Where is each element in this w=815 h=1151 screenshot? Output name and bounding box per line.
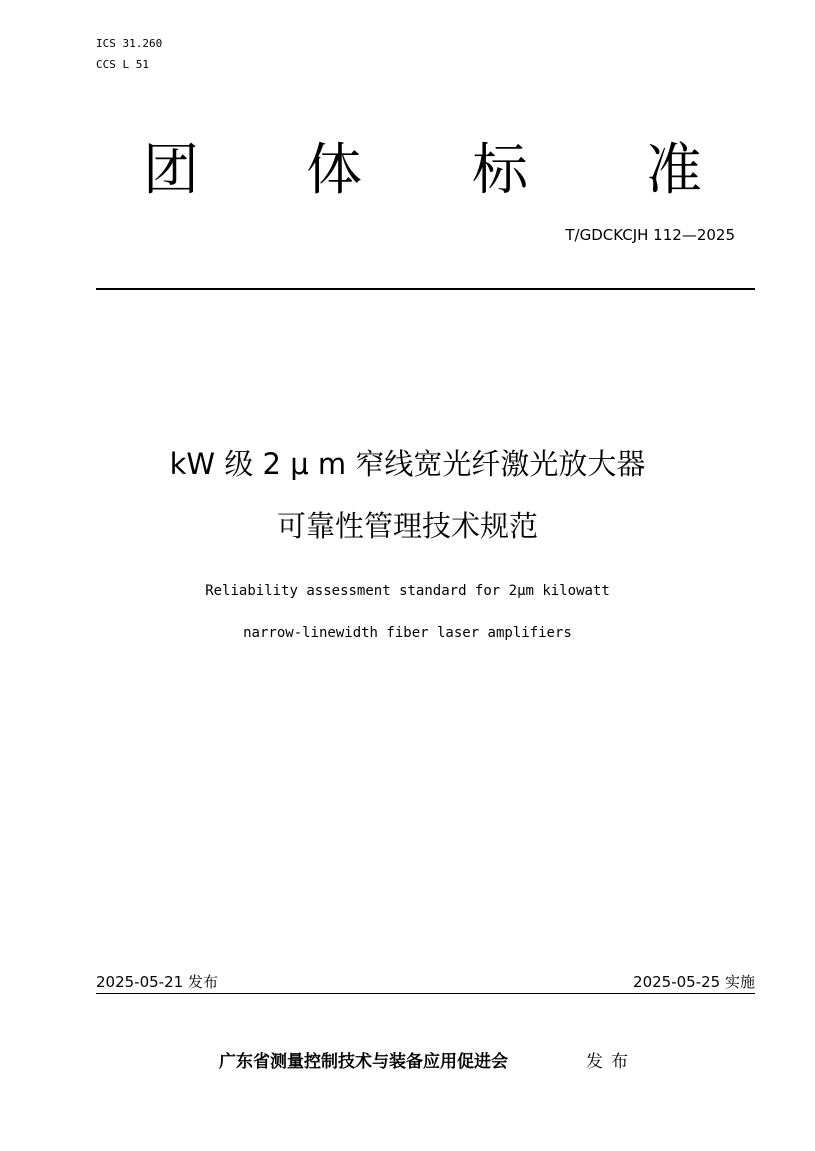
issue-date: 2025-05-21 发布	[96, 973, 218, 991]
bottom-divider	[96, 993, 755, 994]
standard-type-char: 团	[143, 138, 199, 203]
title-en-line-1: Reliability assessment standard for 2μm kilowatt	[205, 583, 610, 599]
title-cn-line-1: kW 级 2 μ m 窄线宽光纤激光放大器	[169, 447, 646, 481]
ccs-code: CCS L 51	[96, 58, 149, 71]
standard-number: T/GDCKCJH 112—2025	[565, 226, 735, 244]
implementation-date: 2025-05-25 实施	[633, 973, 755, 991]
standard-type-char: 标	[472, 138, 528, 203]
top-divider	[96, 288, 755, 290]
publish-label: 发布	[586, 1052, 636, 1072]
title-cn-line-2: 可靠性管理技术规范	[276, 509, 538, 543]
standard-type-char: 体	[306, 138, 362, 203]
title-en-line-2: narrow-linewidth fiber laser amplifiers	[243, 625, 572, 641]
publisher-name: 广东省测量控制技术与装备应用促进会	[219, 1052, 508, 1072]
standard-type-char: 准	[646, 138, 702, 203]
ics-code: ICS 31.260	[96, 37, 163, 50]
